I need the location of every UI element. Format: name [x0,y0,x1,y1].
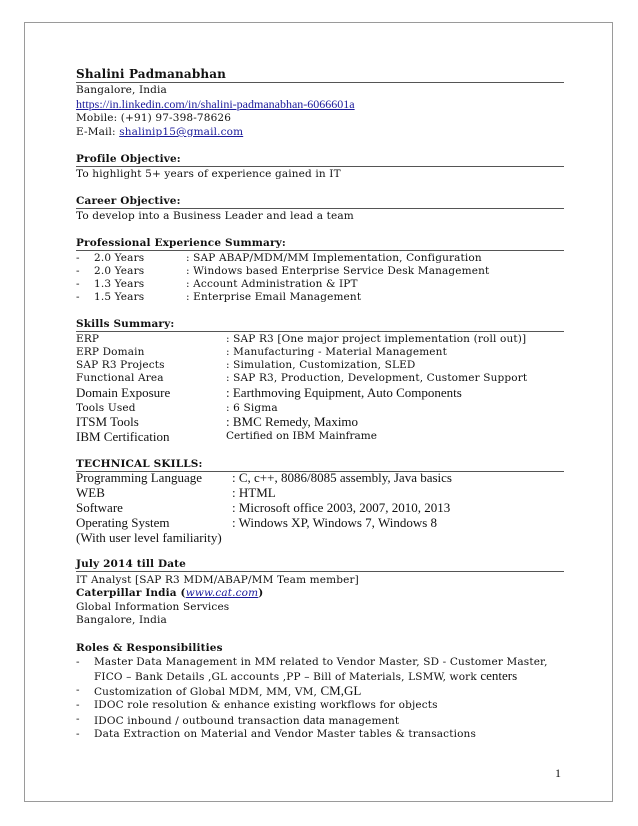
role-text-large: data [303,712,325,727]
experience-desc: : Account Administration & IPT [186,278,358,290]
tech-row [76,501,564,514]
career-text: To develop into a Business Leader and lead a team [76,210,354,222]
skill-row [76,359,564,372]
role-text-large: CM,GL [320,683,362,698]
tech-label: WEB [76,485,105,500]
bullet: - [76,684,80,696]
skill-row [76,333,564,346]
bullet: - [76,252,80,264]
skill-value: : SAP R3, Production, Development, Customer Support [226,372,528,384]
bullet: - [76,699,80,711]
bullet: - [76,713,80,725]
career-title: Career Objective: [76,195,181,207]
skill-row [76,386,564,399]
job-period: July 2014 till Date [76,558,186,570]
skill-label: Domain Exposure [76,385,171,400]
tech-row [76,486,564,499]
skill-row [76,415,564,428]
skill-value: Certified on IBM Mainframe [226,430,377,442]
bullet: - [76,265,80,277]
profile-rule [76,166,564,167]
role-item [76,728,564,741]
job-location: Bangalore, India [76,614,167,626]
experience-years: 1.3 Years [94,278,145,290]
job-division: Global Information Services [76,601,230,613]
experience-item [76,278,564,291]
skill-label: ITSM Tools [76,414,139,429]
skill-value: : BMC Remedy, Maximo [226,414,359,429]
experience-years: 2.0 Years [94,265,145,277]
experience-desc: : Windows based Enterprise Service Desk Management [186,265,490,277]
role-text: Customization of Global MDM, MM, VM, [94,686,321,698]
candidate-name: Shalini Padmanabhan [76,67,227,81]
role-text: Data Extraction on Material and Vendor Master tables & transactions [94,728,476,740]
profile-text: To highlight 5+ years of experience gained in IT [76,168,341,180]
bullet: - [76,291,80,303]
bullet: - [76,278,80,290]
skill-value: : SAP R3 [One major project implementation (roll out)] [226,333,527,345]
skill-row [76,430,564,443]
experience-item [76,291,564,304]
skill-label: SAP R3 Projects [76,359,165,371]
profile-title: Profile Objective: [76,153,181,165]
skill-label: Functional Area [76,372,164,384]
tech-note: (With user level familiarity) [76,530,222,545]
job-rule [76,571,564,572]
technical-title: TECHNICAL SKILLS: [76,458,203,470]
role-text: FICO – Bank Details ,GL accounts ,PP – Bill of Materials, LSMW, work [94,671,481,683]
skill-value: : Simulation, Customization, SLED [226,359,416,371]
skills-title: Skills Summary: [76,318,175,330]
role-text: IDOC role resolution & enhance existing workflows for objects [94,699,438,711]
company-name: Caterpillar India ( [76,587,186,599]
tech-label: Programming Language [76,470,202,485]
tech-row [76,471,564,484]
role-item [76,713,564,726]
skill-label: IBM Certification [76,429,170,444]
name-rule [76,82,564,83]
skills-rule [76,331,564,332]
career-rule [76,208,564,209]
experience-rule [76,250,564,251]
skill-label: ERP [76,333,100,345]
tech-value: : Microsoft office 2003, 2007, 2010, 2013 [232,500,451,515]
bullet: - [76,656,80,668]
experience-item [76,265,564,278]
role-text-large: centers [480,668,518,683]
role-text: management [324,715,400,727]
company-close: ) [258,587,264,599]
role-text: Master Data Management in MM related to Vendor Master, SD - Customer Master, [94,656,548,668]
tech-value: : HTML [232,485,276,500]
mobile-number: Mobile: (+91) 97-398-78626 [76,112,232,124]
experience-desc: : Enterprise Email Management [186,291,362,303]
tech-label: Operating System [76,515,170,530]
tech-value: : Windows XP, Windows 7, Windows 8 [232,515,438,530]
skill-value: : 6 Sigma [226,402,278,414]
linkedin-link[interactable]: https://in.linkedin.com/in/shalini-padmanabhan-6066601a [76,97,355,111]
role-item [76,684,564,697]
page-number: 1 [555,766,561,780]
email-line [76,126,243,139]
experience-years: 1.5 Years [94,291,145,303]
candidate-location: Bangalore, India [76,84,167,96]
experience-title: Professional Experience Summary: [76,237,286,249]
tech-row [76,516,564,529]
roles-title: Roles & Responsibilities [76,642,223,654]
experience-years: 2.0 Years [94,252,145,264]
job-company [76,587,263,600]
company-link[interactable]: www.cat.com [185,587,259,599]
role-item [76,699,564,712]
experience-item [76,252,564,265]
role-text: IDOC inbound / outbound transaction [94,715,304,727]
skill-value: : Earthmoving Equipment, Auto Components [226,385,462,400]
email-link[interactable]: shalinip15@gmail.com [119,126,244,138]
skill-row [76,372,564,385]
email-label: E-Mail: [76,126,120,138]
experience-desc: : SAP ABAP/MDM/MM Implementation, Configuration [186,252,482,264]
skill-label: Tools Used [76,402,136,414]
tech-label: Software [76,500,123,515]
skill-row [76,346,564,359]
skill-value: : Manufacturing - Material Management [226,346,447,358]
job-role: IT Analyst [SAP R3 MDM/ABAP/MM Team member] [76,574,359,586]
bullet: - [76,728,80,740]
tech-value: : C, c++, 8086/8085 assembly, Java basics [232,470,452,485]
skill-label: ERP Domain [76,346,145,358]
